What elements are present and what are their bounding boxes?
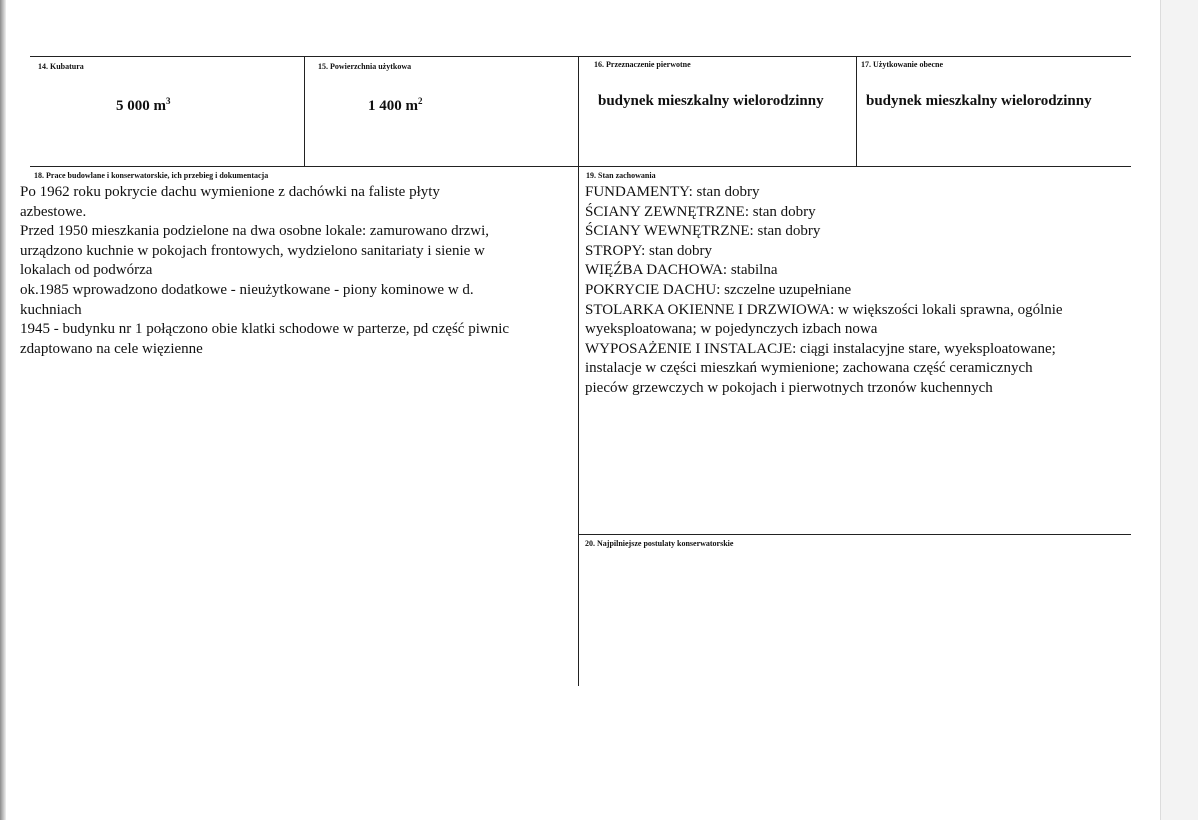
section-20-rule bbox=[578, 534, 1131, 535]
field-15-exponent: 2 bbox=[418, 96, 423, 106]
scan-edge-left bbox=[0, 0, 6, 820]
field-19-line: WYPOSAŻENIE I INSTALACJE: ciągi instalacyjne stare, wyeksploatowane; bbox=[585, 340, 1056, 357]
field-18-text bbox=[20, 183, 509, 359]
field-18-line: 1945 - budynku nr 1 połączono obie klatki schodowe w parterze, pd część piwnic bbox=[20, 321, 510, 338]
field-17-label: 17. Użytkowanie obecne bbox=[861, 60, 943, 69]
field-19-line: STROPY: stan dobry bbox=[585, 242, 712, 259]
field-19-line: wyeksploatowana; w pojedynczych izbach nowa bbox=[585, 321, 878, 338]
field-19-line: ŚCIANY ZEWNĘTRZNE: stan dobry bbox=[585, 203, 816, 220]
field-19-line: ŚCIANY WEWNĘTRZNE: stan dobry bbox=[585, 223, 821, 240]
field-14-value bbox=[116, 92, 171, 115]
field-20-label: 20. Najpilniejsze postulaty konserwatorskie bbox=[585, 539, 734, 548]
divider-16-17 bbox=[856, 56, 857, 166]
field-18-line: Po 1962 roku pokrycie dachu wymienione z dachówki na faliste płyty bbox=[20, 184, 440, 200]
field-15-value bbox=[368, 92, 423, 115]
field-18-line: lokalach od podwórza bbox=[20, 262, 153, 279]
divider-15-16 bbox=[578, 56, 579, 686]
field-16-value: budynek mieszkalny wielorodzinny bbox=[598, 93, 824, 109]
field-19-line: POKRYCIE DACHU: szczelne uzupełniane bbox=[585, 281, 852, 298]
field-18-line: urządzono kuchnie w pokojach frontowych, wydzielono sanitariaty i sienie w bbox=[20, 242, 485, 259]
field-19-line: FUNDAMENTY: stan dobry bbox=[585, 184, 760, 200]
middle-rule bbox=[30, 166, 1131, 167]
field-17-value: budynek mieszkalny wielorodzinny bbox=[866, 93, 1092, 109]
field-19-line: pieców grzewczych w pokojach i pierwotnych trzonów kuchennych bbox=[585, 379, 993, 396]
field-19-line: WIĘŹBA DACHOWA: stabilna bbox=[585, 262, 778, 279]
field-19-text bbox=[585, 183, 1063, 399]
field-15-label: 15. Powierzchnia użytkowa bbox=[318, 62, 412, 71]
field-18-line: zdaptowano na cele więzienne bbox=[20, 340, 203, 357]
field-19-line: instalacje w części mieszkań wymienione; zachowana część ceramicznych bbox=[585, 360, 1033, 377]
top-rule bbox=[30, 56, 1131, 57]
field-18-line: kuchniach bbox=[20, 301, 82, 318]
field-18-line: ok.1985 wprowadzono dodatkowe - nieużytkowane - piony kominowe w d. bbox=[20, 281, 474, 298]
field-18-label: 18. Prace budowlane i konserwatorskie, ich przebieg i dokumentacja bbox=[34, 171, 269, 180]
field-18-line: azbestowe. bbox=[20, 203, 87, 220]
field-19-label: 19. Stan zachowania bbox=[586, 171, 656, 180]
field-14-exponent: 3 bbox=[166, 96, 171, 106]
scan-edge-right bbox=[1160, 0, 1198, 820]
field-18-line: Przed 1950 mieszkania podzielone na dwa osobne lokale: zamurowano drzwi, bbox=[20, 223, 490, 240]
divider-14-15 bbox=[304, 56, 305, 166]
field-16-label: 16. Przeznaczenie pierwotne bbox=[594, 60, 691, 69]
field-15-number: 1 400 m bbox=[368, 98, 418, 114]
field-14-number: 5 000 m bbox=[116, 98, 166, 114]
field-14-label: 14. Kubatura bbox=[38, 62, 84, 71]
field-19-line: STOLARKA OKIENNE I DRZWIOWA: w większości lokali sprawna, ogólnie bbox=[585, 301, 1063, 318]
